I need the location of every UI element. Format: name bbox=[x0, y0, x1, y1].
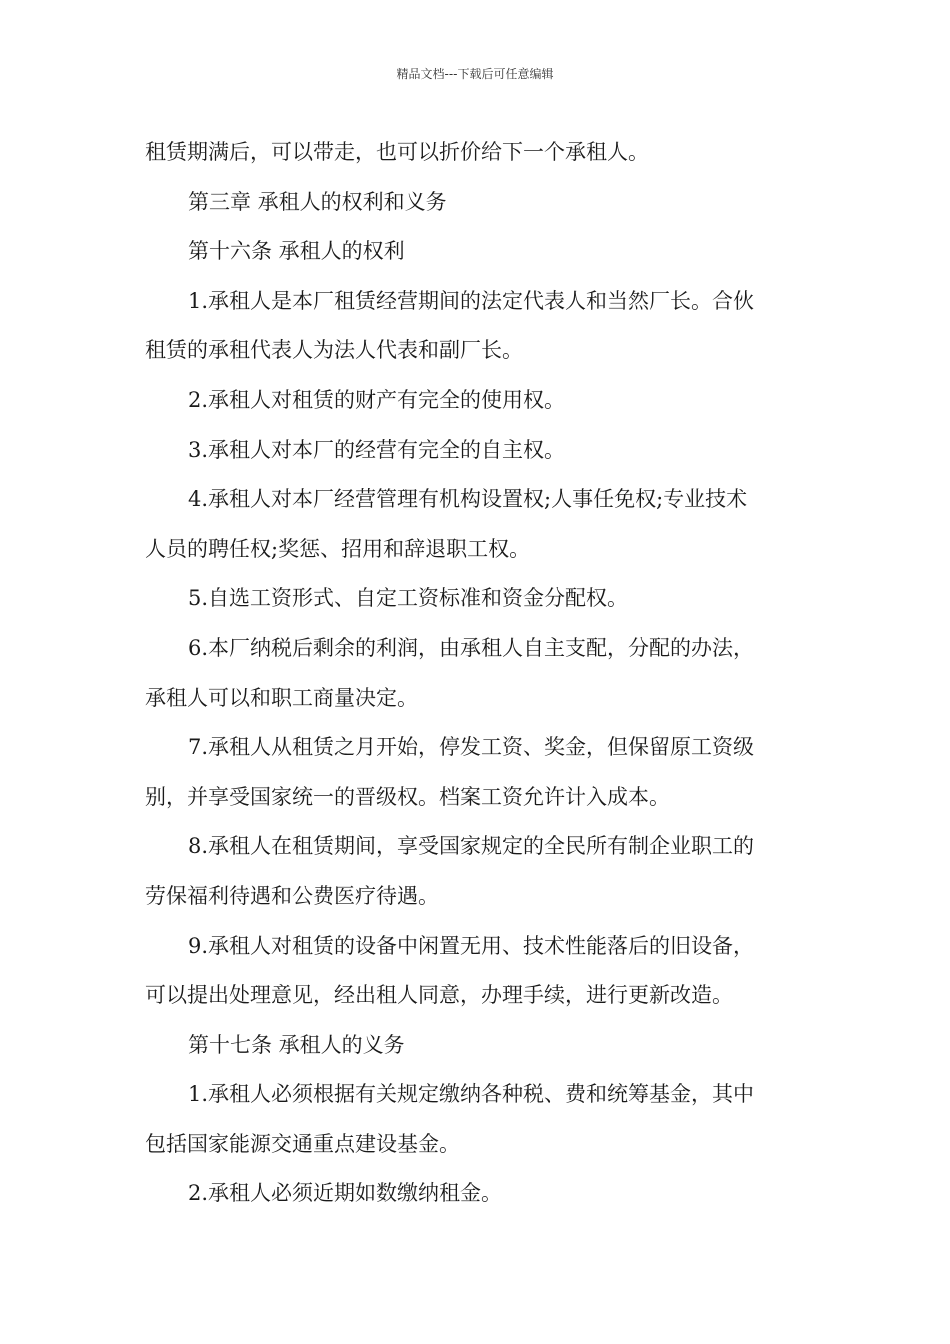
text-line: 承租人可以和职工商量决定。 bbox=[145, 685, 418, 710]
text-line: 4.承租人对本厂经营管理有机构设置权;人事任免权;专业技术 bbox=[188, 487, 748, 512]
page-header: 精品文档---下载后可任意编辑 bbox=[396, 67, 554, 81]
text-line: 6.本厂纳税后剩余的利润，由承租人自主支配，分配的办法， bbox=[188, 635, 755, 660]
document-body bbox=[145, 128, 807, 1219]
text-line: 8.承租人在租赁期间，享受国家规定的全民所有制企业职工的 bbox=[188, 834, 755, 859]
text-line: 5.自选工资形式、自定工资标准和资金分配权。 bbox=[188, 586, 629, 611]
text-line: 1.承租人是本厂租赁经营期间的法定代表人和当然厂长。合伙 bbox=[188, 288, 755, 313]
article-heading: 第十七条 承租人的义务 bbox=[188, 1032, 405, 1057]
text-line: 可以提出处理意见，经出租人同意，办理手续，进行更新改造。 bbox=[145, 983, 733, 1008]
text-line: 1.承租人必须根据有关规定缴纳各种税、费和统筹基金，其中 bbox=[188, 1082, 755, 1107]
text-line: 包括国家能源交通重点建设基金。 bbox=[145, 1131, 460, 1156]
text-line: 别，并享受国家统一的晋级权。档案工资允许计入成本。 bbox=[145, 784, 670, 809]
text-line: 租赁期满后，可以带走，也可以折价给下一个承租人。 bbox=[145, 140, 649, 164]
text-line: 3.承租人对本厂的经营有完全的自主权。 bbox=[188, 437, 566, 462]
text-line: 9.承租人对租赁的设备中闲置无用、技术性能落后的旧设备， bbox=[188, 933, 755, 958]
text-line: 劳保福利待遇和公费医疗待遇。 bbox=[145, 883, 439, 908]
chapter-heading: 第三章 承租人的权利和义务 bbox=[188, 189, 447, 214]
text-line: 2.承租人对租赁的财产有完全的使用权。 bbox=[188, 387, 566, 412]
text-line: 2.承租人必须近期如数缴纳租金。 bbox=[188, 1181, 503, 1206]
text-line: 人员的聘任权;奖惩、招用和辞退职工权。 bbox=[145, 536, 531, 561]
text-line: 租赁的承租代表人为法人代表和副厂长。 bbox=[145, 338, 523, 363]
text-line: 7.承租人从租赁之月开始，停发工资、奖金，但保留原工资级 bbox=[188, 735, 755, 760]
article-heading: 第十六条 承租人的权利 bbox=[188, 239, 405, 264]
